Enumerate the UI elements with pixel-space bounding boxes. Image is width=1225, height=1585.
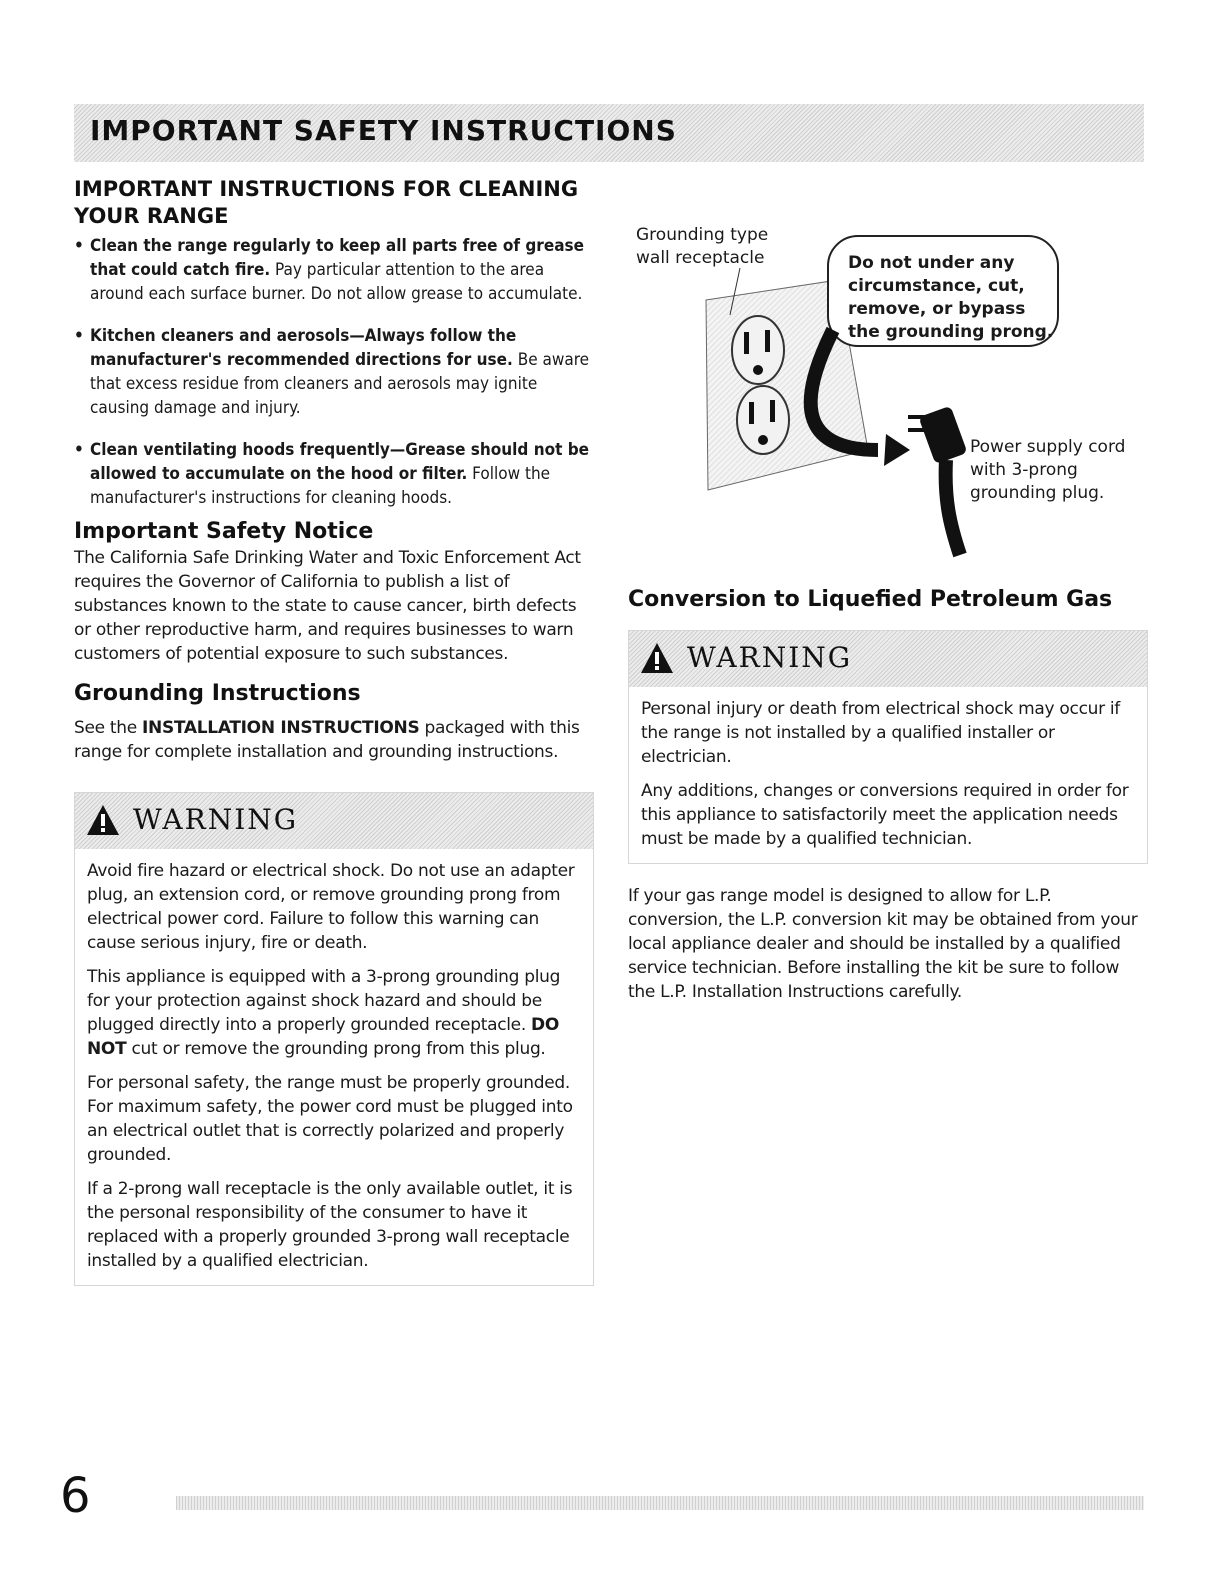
warning-label: WARNING [687, 641, 853, 674]
grounding-see-bold: INSTALLATION INSTRUCTIONS [142, 718, 420, 738]
bullet-dot: • [74, 440, 84, 460]
warning-box-conversion [628, 630, 1148, 864]
cord-label-line1: Power supply cord [970, 437, 1126, 457]
warning-triangle-icon [639, 641, 675, 675]
cleaning-item [74, 324, 594, 420]
page-number: 6 [60, 1468, 91, 1524]
footer-bar [176, 1496, 1144, 1510]
grounding-heading: Grounding Instructions [74, 681, 361, 706]
cleaning-item-bold: Clean the range regularly to keep all parts free of grease that could catch fire. [90, 236, 585, 280]
warning-header [629, 631, 1147, 687]
left-column [74, 176, 594, 1286]
receptacle-label-line1: Grounding type [636, 225, 769, 245]
warning-triangle-icon [85, 803, 121, 837]
cleaning-item-text: Pay particular attention to the area around each surface burner. Do not allow grease to accumulate. [90, 260, 583, 304]
warning-paragraph: Avoid fire hazard or electrical shock. Do not use an adapter plug, an extension cord, or remove grounding prong from electrical power cord. Failure to follow this warning can cause serious injury, fire or death. [87, 861, 575, 953]
notice-text: The California Safe Drinking Water and Toxic Enforcement Act requires the Governor of California to publish a list of substances known to the state to cause cancer, birth defects or other reproductive harm, and requires businesses to warn customers of potential exposure to such substances. [74, 548, 581, 664]
notice-heading: Important Safety Notice [74, 519, 374, 544]
cord-label-line2: with 3-prong [970, 460, 1078, 480]
cleaning-item-bold: Clean ventilating hoods frequently—Grease should not be allowed to accumulate on the hood or filter. [90, 440, 590, 484]
warning-label: WARNING [133, 803, 299, 836]
warning-paragraph: Any additions, changes or conversions required in order for this appliance to satisfactorily meet the application needs must be made by a qualified technician. [641, 781, 1129, 849]
warning-paragraph: Personal injury or death from electrical shock may occur if the range is not installed by a qualified installer or electrician. [641, 699, 1120, 767]
banner-title: IMPORTANT SAFETY INSTRUCTIONS [90, 114, 677, 147]
page-banner [74, 104, 1144, 162]
grounding-text [74, 716, 594, 764]
warning-paragraph: If a 2-prong wall receptacle is the only available outlet, it is the personal responsibility of the consumer to have it replaced with a properly grounded 3-prong wall receptacle installed by a qualified electrician. [87, 1179, 573, 1271]
cleaning-item [74, 438, 594, 510]
callout-line: the grounding prong. [848, 322, 1054, 342]
receptacle-label-line2: wall receptacle [636, 248, 765, 268]
warning-paragraph [87, 965, 581, 1061]
callout-line: remove, or bypass [848, 299, 1026, 319]
conversion-text: If your gas range model is designed to allow for L.P. conversion, the L.P. conversion kit may be obtained from your local appliance dealer and should be installed by a qualified service technician. Before installing the kit be sure to follow the L.P. Installation Instructions carefully. [628, 886, 1138, 1002]
cleaning-item [74, 234, 594, 306]
bullet-dot: • [74, 236, 84, 256]
cord-label-line3: grounding plug. [970, 483, 1105, 503]
callout-line: circumstance, cut, [848, 276, 1025, 296]
callout-line: Do not under any [848, 253, 1015, 273]
cleaning-heading-line1: IMPORTANT INSTRUCTIONS FOR CLEANING [74, 177, 579, 201]
conversion-heading: Conversion to Liquefied Petroleum Gas [628, 587, 1113, 612]
warning-text: cut or remove the grounding prong from this plug. [131, 1039, 546, 1059]
warning-paragraph: For personal safety, the range must be properly grounded. For maximum safety, the power cord must be plugged into an electrical outlet that is correctly polarized and properly grounded. [87, 1073, 573, 1165]
right-column [628, 586, 1148, 1004]
grounding-see: See the [74, 718, 137, 738]
warning-header [75, 793, 593, 849]
cleaning-item-text: Follow the manufacturer's instructions for cleaning hoods. [90, 464, 551, 508]
grounding-see-rest: packaged with this range for complete installation and grounding instructions. [74, 718, 580, 762]
warning-box-grounding [74, 792, 594, 1286]
cleaning-heading-line2: YOUR RANGE [74, 204, 229, 228]
warning-body [629, 687, 1147, 863]
warning-bold: DO NOT [87, 1015, 560, 1059]
cleaning-item-bold: Kitchen cleaners and aerosols—Always follow the manufacturer's recommended directions for use. [90, 326, 517, 370]
bullet-dot: • [74, 326, 84, 346]
warning-text: This appliance is equipped with a 3-prong grounding plug for your protection against shock hazard and should be plugged directly into a properly grounded receptacle. [87, 967, 561, 1035]
warning-body [75, 849, 593, 1285]
grounding-diagram [628, 220, 1148, 560]
cleaning-item-text: Be aware that excess residue from cleaners and aerosols may ignite causing damage and injury. [90, 350, 590, 418]
